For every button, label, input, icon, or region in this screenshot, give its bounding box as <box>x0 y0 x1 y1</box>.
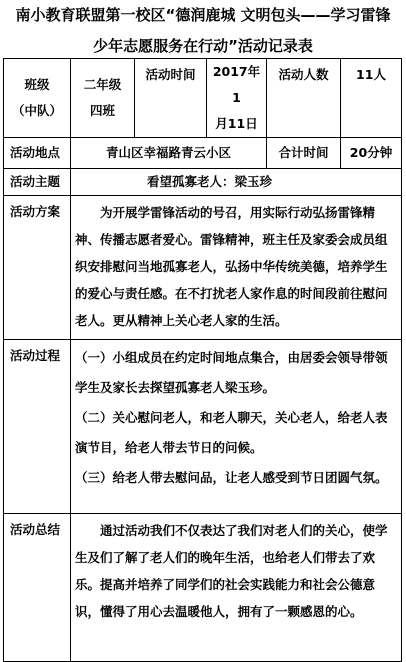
class-label-line-1: 班级 <box>24 77 50 92</box>
class-value-line-1: 二年级 <box>83 77 122 92</box>
class-label-cell <box>4 59 71 138</box>
activity-time-label: 活动时间 <box>135 59 207 138</box>
plan-row <box>4 196 402 340</box>
process-cell <box>71 340 402 514</box>
process-step-1: （一）小组成员在约定时间地点集合，由居委会领导带领学生及家长去探望孤寡老人梁玉珍。 <box>75 350 388 395</box>
participant-count-label: 活动人数 <box>267 59 341 138</box>
summary-row <box>4 514 402 662</box>
activity-time-value-cell <box>207 59 267 138</box>
process-step-3: （三）给老人带去慰问品，让老人感受到节日团圆气氛。 <box>75 470 388 485</box>
document-title-line-1: 南小教育联盟第一校区“德润鹿城 文明包头——学习雷锋 <box>15 6 391 24</box>
plan-label: 活动方案 <box>4 196 71 340</box>
duration-label: 合计时间 <box>267 138 341 169</box>
plan-text: 为开展学雷锋活动的号召，用实际行动弘扬雷锋精神、传播志愿者爱心。雷锋精神，班主任及家委会成员组织安排慰问当地孤寡老人，弘扬中华传统美德，培养学生的爱心与责任感。在不打扰老人家作息的时间段前往慰问老人。更从精神上关心老人家的生活。 <box>75 205 388 328</box>
plan-cell <box>71 196 402 340</box>
summary-label: 活动总结 <box>4 514 71 662</box>
location-value: 青山区幸福路青云小区 <box>71 138 267 169</box>
process-step-2: （二）关心慰问老人，和老人聊天，关心老人，给老人表演节目，给老人带去节日的问候。 <box>75 410 388 455</box>
activity-time-line-2: 月11日 <box>215 116 258 131</box>
location-label: 活动地点 <box>4 138 71 169</box>
process-row <box>4 340 402 514</box>
class-label-line-2: （中队） <box>11 103 62 118</box>
header-row <box>4 59 402 138</box>
location-row <box>4 138 402 169</box>
document-title-line-2: 少年志愿服务在行动”活动记录表 <box>93 37 313 55</box>
class-value-line-2: 四班 <box>89 103 115 118</box>
duration-value: 20分钟 <box>341 138 402 169</box>
theme-value: 看望孤寡老人：梁玉珍 <box>71 169 402 196</box>
process-label: 活动过程 <box>4 340 71 514</box>
summary-text: 通过活动我们不仅表达了我们对老人们的关心，使学生及们了解了老人们的晚年生活，也给老人们带去了欢乐。提高并培养了同学们的社会实践能力和社会公德意识，懂得了用心去温暖他人，拥有了一颗感恩的心。 <box>75 523 388 619</box>
theme-row <box>4 169 402 196</box>
participant-count-value: 11人 <box>341 59 402 138</box>
activity-record-table <box>3 58 402 662</box>
activity-time-line-1: 2017年1 <box>212 64 261 105</box>
summary-cell <box>71 514 402 662</box>
theme-label: 活动主题 <box>4 169 71 196</box>
class-value-cell <box>71 59 135 138</box>
